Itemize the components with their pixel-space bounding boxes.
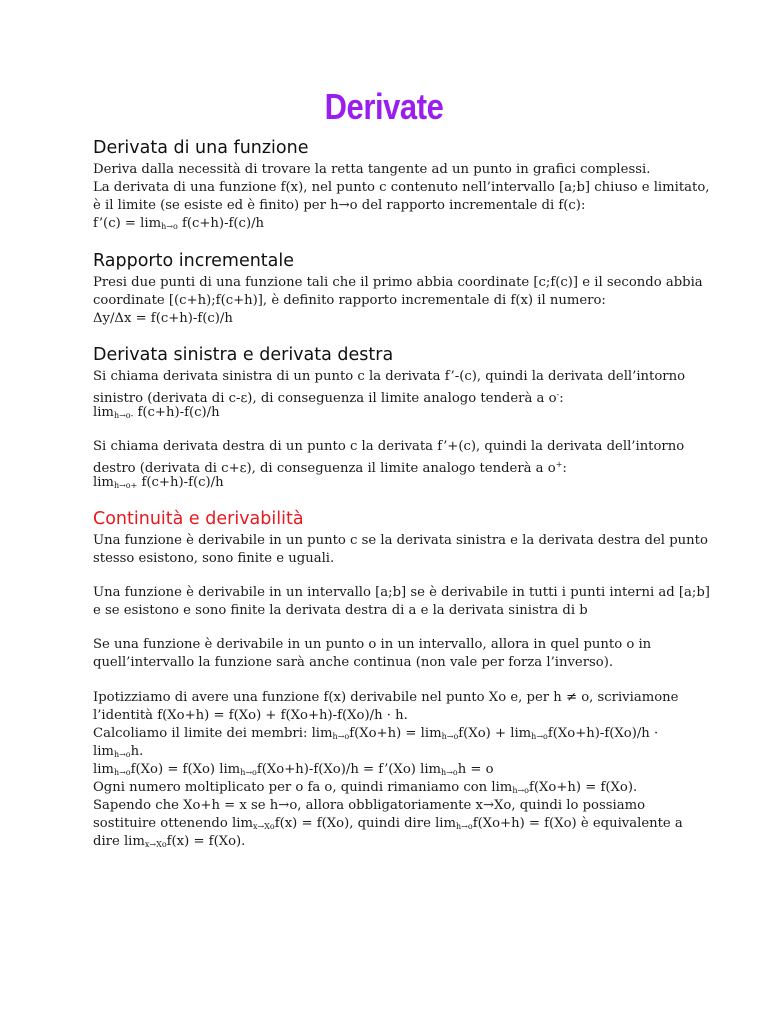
paragraph-line: $\lim_{h\to o}h$. xyxy=(93,744,144,759)
formula-line: f’(c) = $\lim_{h\to o} f(c+h)-f(c)/h$ xyxy=(93,216,265,231)
paragraph-line: l’identità f(Xo+h) = f(Xo) + f(Xo+h)-f(Xo)/h · h. xyxy=(93,708,408,723)
paragraph-line: Si chiama derivata sinistra di un punto c la derivata f’-(c), quindi la derivata dell’intorno xyxy=(93,369,686,384)
section-heading-sinistra-destra: Derivata sinistra e derivata destra xyxy=(93,345,394,365)
paragraph-line: Calcoliamo il limite dei membri: $\lim_{h\to o}f(Xo+h) = \lim_{h\to o}f(Xo) + \lim_{h\to o}f(Xo+h)-f(Xo)/h$ · xyxy=(93,726,659,741)
formula-line: $\lim_{h\to o+} f(c+h)-f(c)/h$ xyxy=(93,475,224,490)
paragraph-line: stesso esistono, sono finite e uguali. xyxy=(93,551,335,566)
paragraph-line: dire $\lim_{x\to Xo}f(x) = f(Xo)$. xyxy=(93,834,246,849)
paragraph-line: Ipotizziamo di avere una funzione f(x) derivabile nel punto Xo e, per h ≠ o, scriviamone xyxy=(93,690,679,705)
section-heading-continuita: Continuità e derivabilità xyxy=(93,509,304,529)
paragraph-line: Si chiama derivata destra di un punto c la derivata f’+(c), quindi la derivata dell’intorno xyxy=(93,439,685,454)
formula-line: $\lim_{h\to o}f(Xo) = f(Xo) \lim_{h\to o}f(Xo+h)-f(Xo)/h$ = f’(Xo) $\lim_{h\to o}h = o$ xyxy=(93,762,494,777)
formula-line: $\lim_{h\to o-} f(c+h)-f(c)/h$ xyxy=(93,405,220,420)
formula-line: Δy/Δx = f(c+h)-f(c)/h xyxy=(93,311,233,326)
paragraph-line: destro (derivata di c+ε), di conseguenza il limite analogo tenderà a o+: xyxy=(93,460,567,476)
paragraph-line: Se una funzione è derivabile in un punto o in un intervallo, allora in quel punto o in xyxy=(93,637,652,652)
paragraph-line: è il limite (se esiste ed è finito) per h→o del rapporto incrementale di f(c): xyxy=(93,198,586,213)
section-heading-rapporto: Rapporto incrementale xyxy=(93,251,295,271)
paragraph-line: Ogni numero moltiplicato per o fa o, quindi rimaniamo con $\lim_{h\to o}f(Xo+h) = f(Xo)$. xyxy=(93,780,638,795)
paragraph-line: sostituire ottenendo $\lim_{x\to Xo}f(x) = f(Xo)$, quindi dire $\lim_{h\to o}f(Xo+h) = f(Xo)$ è equivalente a xyxy=(93,816,683,831)
paragraph-line: e se esistono e sono finite la derivata destra di a e la derivata sinistra di b xyxy=(93,603,588,618)
section-heading-derivata: Derivata di una funzione xyxy=(93,138,309,158)
paragraph-line: Sapendo che Xo+h = x se h→o, allora obbligatoriamente x→Xo, quindi lo possiamo xyxy=(93,798,646,813)
document-title: Derivate xyxy=(324,86,444,127)
paragraph-line: Deriva dalla necessità di trovare la retta tangente ad un punto in grafici complessi. xyxy=(93,162,651,177)
paragraph-line: Una funzione è derivabile in un punto c se la derivata sinistra e la derivata destra del punto xyxy=(93,533,708,548)
paragraph-line: Presi due punti di una funzione tali che il primo abbia coordinate [c;f(c)] e il secondo abbia xyxy=(93,275,703,290)
paragraph-line: Una funzione è derivabile in un intervallo [a;b] se è derivabile in tutti i punti interni ad [a;b] xyxy=(93,585,710,600)
paragraph-line: sinistro (derivata di c-ε), di conseguenza il limite analogo tenderà a o-: xyxy=(93,390,564,406)
paragraph-line: coordinate [(c+h);f(c+h)], è definito rapporto incrementale di f(x) il numero: xyxy=(93,293,606,308)
paragraph-line: La derivata di una funzione f(x), nel punto c contenuto nell’intervallo [a;b] chiuso e limitato, xyxy=(93,180,710,195)
paragraph-line: quell’intervallo la funzione sarà anche continua (non vale per forza l’inverso). xyxy=(93,655,614,670)
